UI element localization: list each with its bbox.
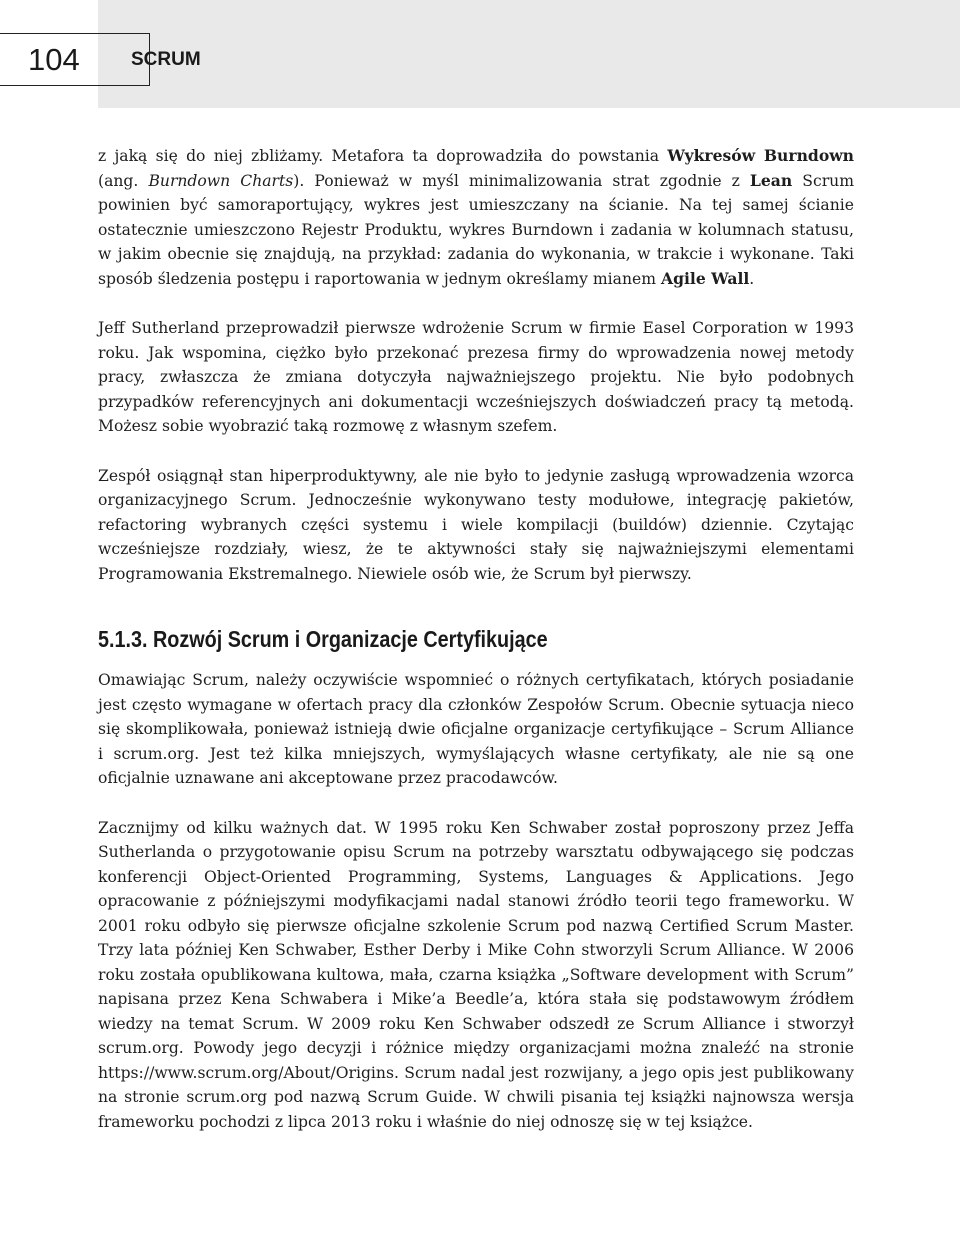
header-band: [98, 0, 960, 108]
running-head: SCRUM: [131, 49, 201, 70]
term-burndown-charts: Wykresów Burndown: [667, 146, 854, 165]
paragraph-easel: Jeff Sutherland przeprowadził pierwsze wdrożenie Scrum w firmie Easel Corporation w 1993 roku. Jak wspomina, ciężko było przekonać prezesa firmy do wprowadzenia nowej metody pracy, zwłaszcza że zmiana dotyczyła najważniejszego projektu. Nie było podobnych przypadków referencyjnych ani dokumentacji wcześniejszych doświadczeń pracy tą metodą. Możesz sobie wyobrazić taką rozmowę z własnym szefem.: [98, 319, 854, 435]
paragraph-certificates: Omawiając Scrum, należy oczywiście wspomnieć o różnych certyfikatach, których posiadanie jest często wymagane w ofertach pracy dla członków Zespołów Scrum. Obecnie sytuacja nieco się skomplikowała, ponieważ istnieją dwie oficjalne organizacje certyfikujące – Scrum Alliance i scrum.org. Jest też kilka mniejszych, wymyślających własne certyfikaty, ale nie są one oficjalnie uznawane ani akceptowane przez pracodawców.: [98, 671, 854, 787]
p1-text-1: z jaką się do niej zbliżamy. Metafora ta doprowadziła do powstania: [98, 147, 668, 165]
paragraph-hyperproductive: Zespół osiągnął stan hiperproduktywny, ale nie było to jedynie zasługą wprowadzenia wzorca organizacyjnego Scrum. Jednocześnie wykonywano testy modułowe, integrację pakietów, refactoring wybranych części systemu i wiele kompilacji (buildów) dziennie. Czytając wcześniejsze rozdziały, wiesz, że te aktywności stały się najważniejszymi elementami Programowania Ekstremalnego. Niewiele osób wie, że Scrum był pierwszy.: [98, 466, 854, 583]
p1-text-5: .: [749, 269, 755, 288]
p1-text-2: (ang.: [98, 171, 149, 190]
section-heading: 5.1.3. Rozwój Scrum i Organizacje Certyfikujące: [98, 626, 548, 652]
page-body: [98, 144, 854, 1134]
term-agile-wall: Agile Wall: [660, 268, 750, 288]
paragraph-history: Zacznijmy od kilku ważnych dat. W 1995 roku Ken Schwaber został poproszony przez Jeffa Sutherlanda o przygotowanie opisu Scrum na potrzeby warsztatu odbywającego się podczas konferencji Object-Oriented Programming, Systems, Languages & Applications. Jego opracowanie z późniejszymi modyfikacjami nadal stanowi źródło teorii tego frameworku. W 2001 roku odbyło się pierwsze oficjalne szkolenie Scrum pod nazwą Certified Scrum Master. Trzy lata później Ken Schwaber, Esther Derby i Mike Cohn stworzyli Scrum Alliance. W 2006 roku została opublikowana kultowa, mała, czarna książka „Software development with Scrum” napisana przez Kena Schwabera i Mike’a Beedle’a, która stała się podstawowym źródłem wiedzy na temat Scrum. W 2009 roku Ken Schwaber odszedł ze Scrum Alliance i stworzył scrum.org. Powody jego decyzji i różnice między organizacjami można znaleźć na stronie https://www.scrum.org/About/Origins. Scrum nadal jest rozwijany, a jego opis jest publikowany na stronie scrum.org pod nazwą Scrum Guide. W chwili pisania tej książki najnowsza wersja frameworku pochodzi z lipca 2013 roku i właśnie do niej odnoszę się w tej książce.: [98, 818, 854, 1131]
p1-text-4: Scrum powinien być samoraportujący, wykres jest umieszczany na ścianie. Na tej samej ścianie ostatecznie umieszczono Rejestr Produktu, wykres Burndown i zadania w kolumnach statusu, w jakim obecnie się znajdują, na przykład: zadania do wykonania, w trakcie i wykonane. Taki sposób śledzenia postępu i raportowania w jednym określamy mianem: [98, 171, 854, 288]
paragraph-burndown: [98, 144, 854, 291]
term-lean: Lean: [749, 170, 793, 190]
page-number: 104: [28, 42, 80, 77]
term-burndown-english: Burndown Charts: [148, 171, 294, 190]
p1-text-3: ). Ponieważ w myśl minimalizowania strat zgodnie z: [293, 171, 750, 190]
